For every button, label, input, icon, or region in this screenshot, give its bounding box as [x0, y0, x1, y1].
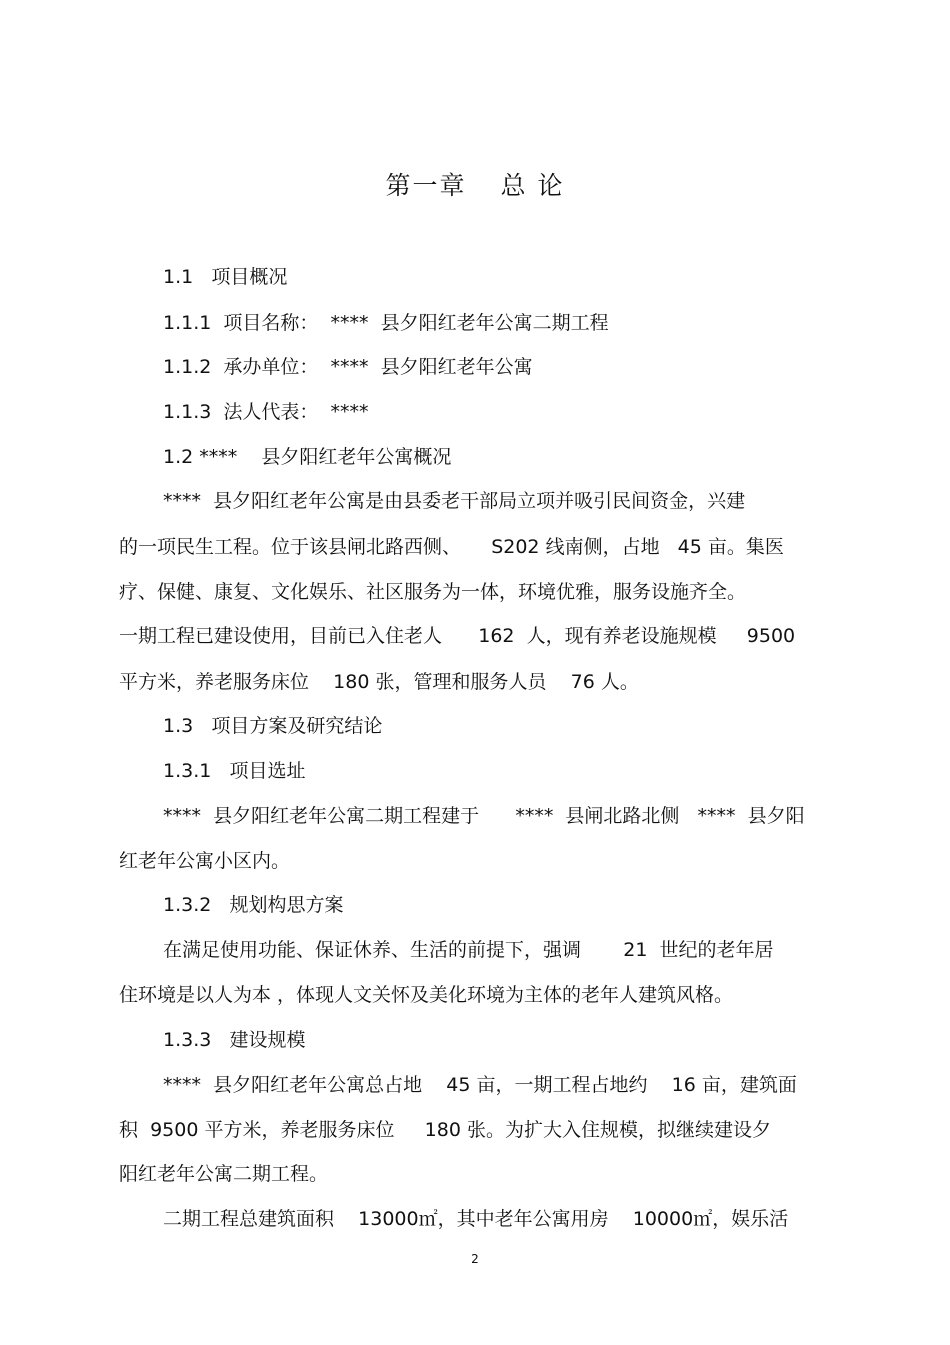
chapter-title: [0, 166, 950, 202]
paragraph-line: 阳红老年公寓二期工程。: [119, 1163, 329, 1185]
paragraph-line: **** 县夕阳红老年公寓总占地 45 亩，一期工程占地约 16 亩，建筑面: [163, 1074, 797, 1096]
host-unit-line: 1.1.2 承办单位： **** 县夕阳红老年公寓: [163, 356, 533, 378]
paragraph-line: 疗、保健、康复、文化娱乐、社区服务为一体，环境优雅，服务设施齐全。: [119, 581, 747, 603]
section-heading-1-3-1: 1.3.1 项目选址: [163, 760, 306, 782]
paragraph-line: 住环境是以人为本 ，体现人文关怀及美化环境为主体的老年人建筑风格。: [119, 984, 734, 1006]
project-name-line: 1.1.1 项目名称： **** 县夕阳红老年公寓二期工程: [163, 312, 609, 334]
paragraph-line: 积 9500 平方米，养老服务床位 180 张。为扩大入住规模，拟继续建设夕: [119, 1119, 771, 1141]
chapter-name: 总 论: [500, 171, 565, 200]
section-heading-1-3-2: 1.3.2 规划构思方案: [163, 894, 344, 916]
paragraph-line: 二期工程总建筑面积 13000㎡，其中老年公寓用房 10000㎡，娱乐活: [163, 1208, 789, 1230]
page-number: 2: [471, 1252, 479, 1266]
paragraph-line: 红老年公寓小区内。: [119, 850, 291, 872]
chapter-number: 第一章: [385, 171, 467, 200]
paragraph-line: **** 县夕阳红老年公寓是由县委老干部局立项并吸引民间资金，兴建: [163, 490, 746, 512]
section-heading-1-3: 1.3 项目方案及研究结论: [163, 715, 383, 737]
section-heading-1-3-3: 1.3.3 建设规模: [163, 1029, 306, 1051]
legal-rep-line: 1.1.3 法人代表： ****: [163, 401, 369, 423]
paragraph-line: 一期工程已建设使用，目前已入住老人 162 人，现有养老设施规模 9500: [119, 625, 796, 647]
section-heading-1-2: 1.2 **** 县夕阳红老年公寓概况: [163, 446, 452, 468]
paragraph-line: **** 县夕阳红老年公寓二期工程建于 **** 县闸北路北侧 **** 县夕阳: [163, 805, 805, 827]
paragraph-line: 平方米，养老服务床位 180 张，管理和服务人员 76 人。: [119, 671, 639, 693]
paragraph-line: 的一项民生工程。位于该县闸北路西侧、 S202 线南侧，占地 45 亩。集医: [119, 536, 784, 558]
paragraph-line: 在满足使用功能、保证休养、生活的前提下，强调 21 世纪的老年居: [163, 939, 774, 961]
section-heading-1-1: 1.1 项目概况: [163, 266, 288, 288]
